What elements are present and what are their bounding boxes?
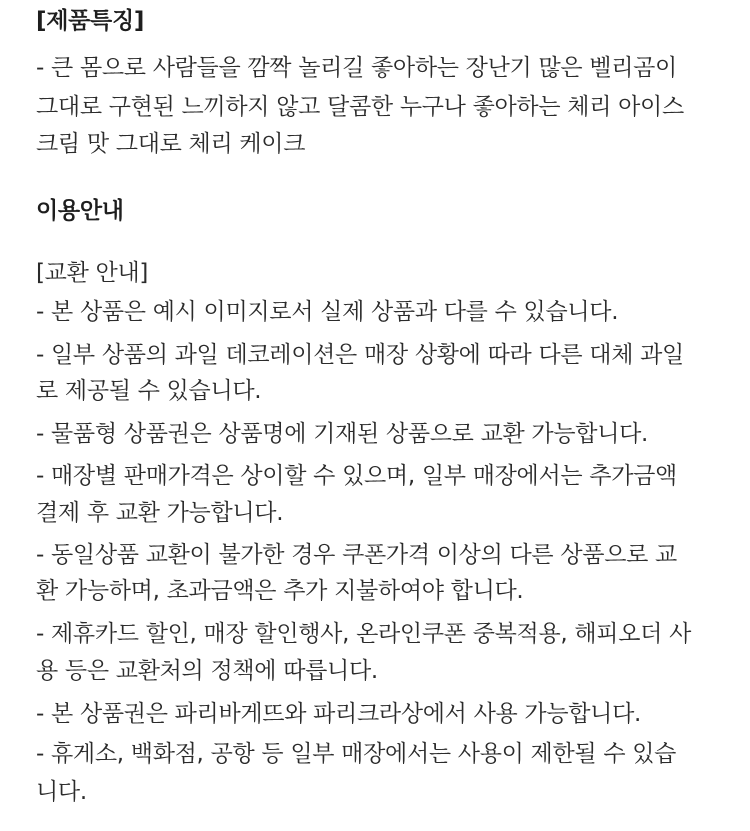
guide-line: 로 제공될 수 있습니다. — [36, 378, 262, 404]
guide-line: 니다. — [36, 779, 87, 805]
guide-line: 환 가능하며, 초과금액은 추가 지불하여야 합니다. — [36, 578, 524, 604]
guide-line: - 본 상품은 예시 이미지로서 실제 상품과 다를 수 있습니다. — [36, 299, 619, 325]
guide-line: 용 등은 교환처의 정책에 따릅니다. — [36, 658, 378, 684]
exchange-guide-heading: [교환 안내] — [36, 260, 149, 286]
usage-guide-heading: 이용안내 — [36, 198, 124, 224]
guide-line: - 제휴카드 할인, 매장 할인행사, 온라인쿠폰 중복적용, 해피오더 사 — [36, 621, 691, 647]
feature-line: 크림 맛 그대로 체리 케이크 — [36, 131, 306, 157]
guide-line: - 동일상품 교환이 불가한 경우 쿠폰가격 이상의 다른 상품으로 교 — [36, 542, 677, 568]
guide-line: - 일부 상품의 과일 데코레이션은 매장 상황에 따라 다른 대체 과일 — [36, 342, 684, 368]
guide-line: - 물품형 상품권은 상품명에 기재된 상품으로 교환 가능합니다. — [36, 421, 649, 447]
guide-line: 결제 후 교환 가능합니다. — [36, 500, 284, 526]
feature-line: - 큰 몸으로 사람들을 깜짝 놀리길 좋아하는 장난기 많은 벨리곰이 — [36, 55, 677, 81]
product-features-heading: [제품특징] — [36, 8, 145, 34]
guide-line: - 본 상품권은 파리바게뜨와 파리크라상에서 사용 가능합니다. — [36, 701, 642, 727]
feature-line: 그대로 구현된 느끼하지 않고 달콤한 누구나 좋아하는 체리 아이스 — [36, 94, 684, 120]
guide-line: - 매장별 판매가격은 상이할 수 있으며, 일부 매장에서는 추가금액 — [36, 463, 677, 489]
guide-line: - 휴게소, 백화점, 공항 등 일부 매장에서는 사용이 제한될 수 있습 — [36, 741, 677, 767]
